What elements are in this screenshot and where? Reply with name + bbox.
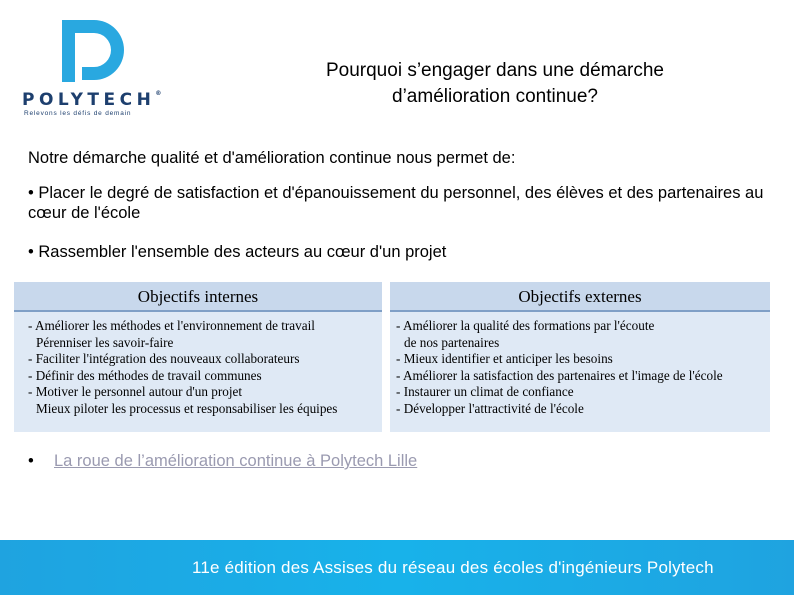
objectifs-internes-title: Objectifs internes	[14, 282, 382, 312]
list-item: - Développer l'attractivité de l'école	[396, 400, 584, 416]
footer-text: 11e édition des Assises du réseau des écoles d'ingénieurs Polytech	[192, 558, 714, 577]
list-item: - Améliorer la qualité des formations par l'écoute	[396, 318, 655, 333]
list-item: - Définir des méthodes de travail communes	[28, 367, 262, 383]
roue-amelioration-link[interactable]: La roue de l’amélioration continue à Polytech Lille	[54, 452, 418, 470]
link-row	[28, 452, 417, 471]
objectifs-internes-table	[14, 282, 382, 432]
list-item: - Améliorer les méthodes et l'environnement de travail	[28, 318, 315, 333]
polytech-logo-icon	[60, 18, 124, 86]
list-item: - Faciliter l'intégration des nouveaux collaborateurs	[28, 351, 300, 366]
polytech-logo	[22, 18, 162, 123]
logo-tagline: Relevons les défis de demain	[24, 110, 132, 117]
bullet-satisfaction: • Placer le degré de satisfaction et d'épanouissement du personnel, des élèves et des partenaires au cœur de l'école	[28, 184, 764, 222]
logo-wordmark	[22, 90, 162, 110]
logo-word-text: POLYTECH	[22, 90, 156, 110]
objectifs-internes-list	[14, 312, 382, 432]
intro-text: Notre démarche qualité et d'amélioration continue nous permet de:	[28, 149, 516, 167]
objectifs-externes-title: Objectifs externes	[390, 282, 770, 312]
list-item: de nos partenaires	[404, 334, 500, 350]
list-item: Pérenniser les savoir-faire	[36, 334, 174, 350]
list-item: Mieux piloter les processus et responsabiliser les équipes	[36, 400, 338, 416]
list-item: - Motiver le personnel autour d'un projet	[28, 384, 243, 399]
footer-banner	[0, 540, 794, 595]
objectifs-externes-list	[390, 312, 770, 432]
slide-title-line2: d’amélioration continue?	[392, 86, 598, 107]
slide-title	[240, 58, 750, 110]
logo-trademark: ®	[155, 90, 162, 97]
link-bullet: •	[28, 452, 34, 470]
list-item: - Améliorer la satisfaction des partenaires et l'image de l'école	[396, 367, 723, 383]
list-item: - Mieux identifier et anticiper les besoins	[396, 351, 613, 366]
objectifs-externes-table	[390, 282, 770, 432]
slide-title-line1: Pourquoi s’engager dans une démarche	[325, 60, 664, 81]
list-item: - Instaurer un climat de confiance	[396, 384, 574, 399]
bullet-rassembler: • Rassembler l'ensemble des acteurs au cœur d'un projet	[28, 243, 447, 261]
